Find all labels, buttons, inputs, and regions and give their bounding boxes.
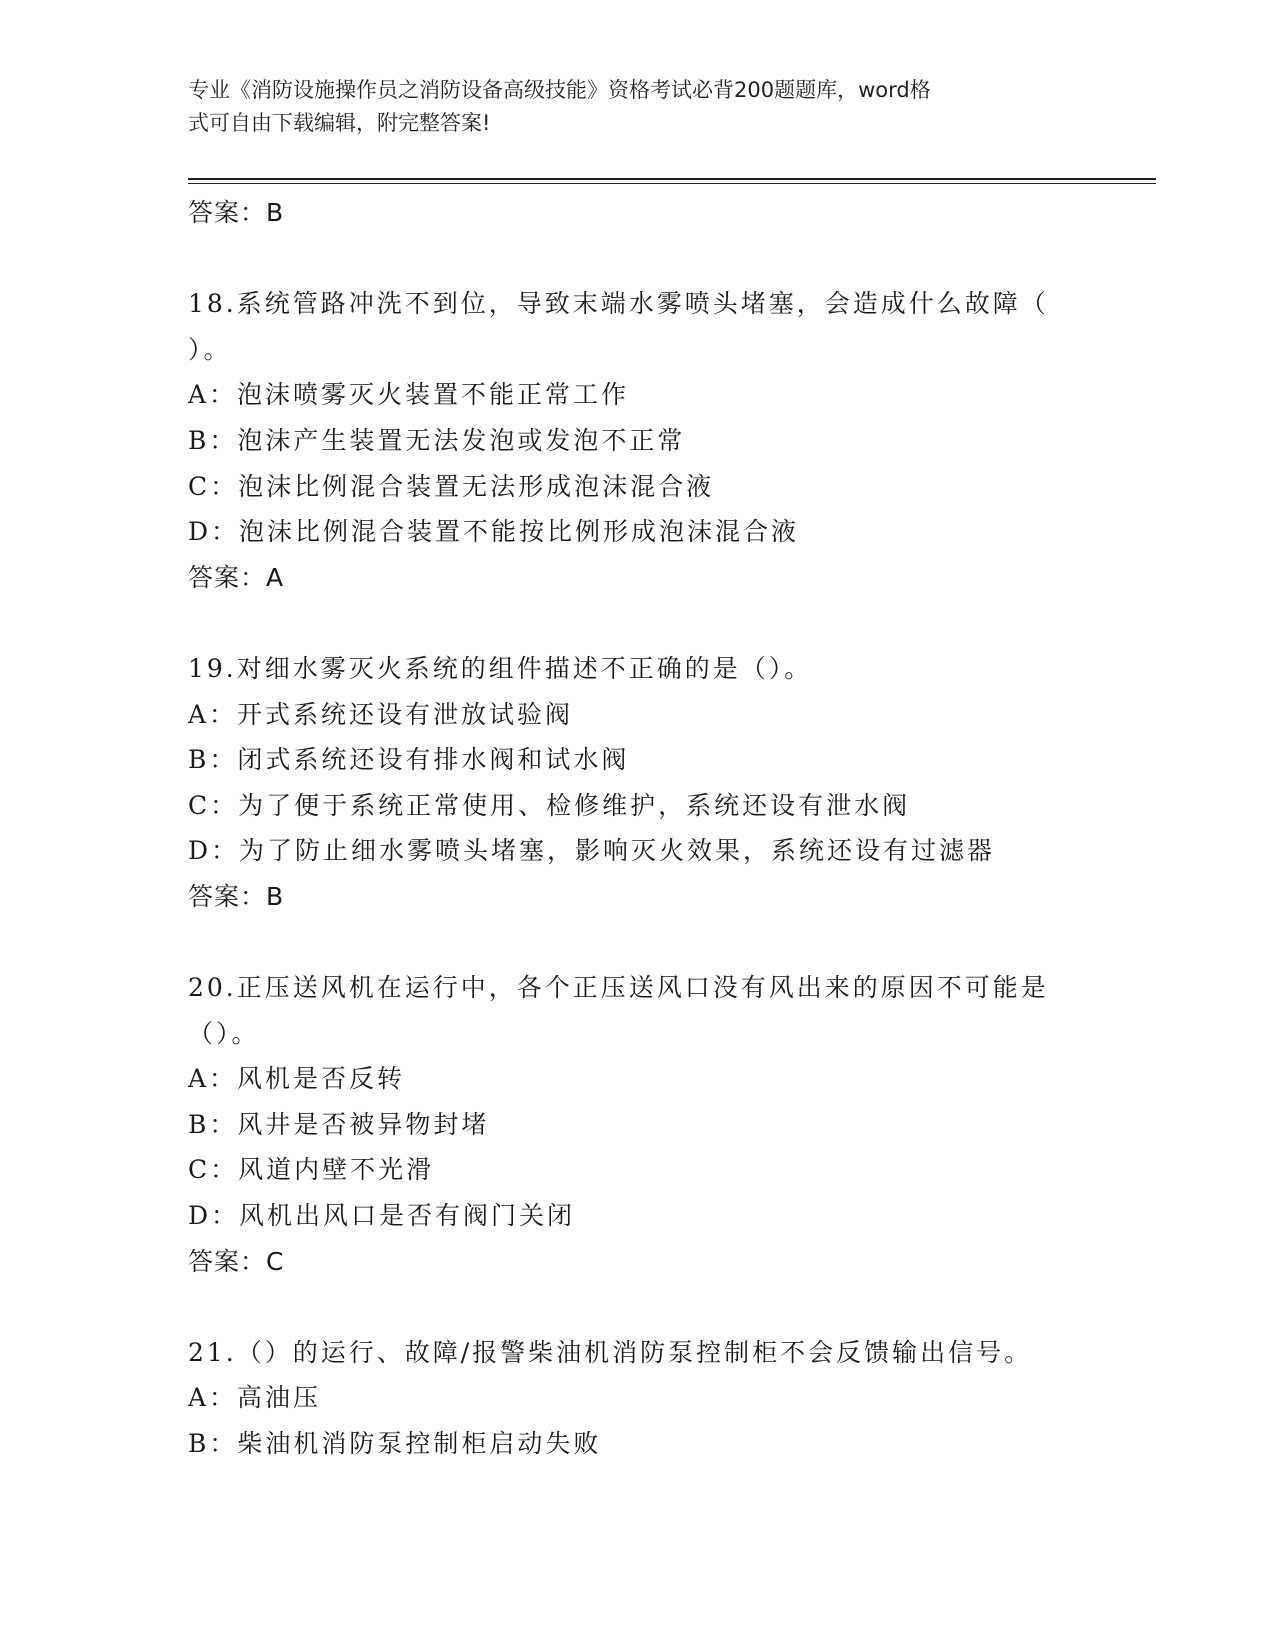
option-b: B：柴油机消防泵控制柜启动失败	[188, 1429, 602, 1459]
option-b: B：闭式系统还设有排水阀和试水阀	[188, 745, 630, 775]
spacer	[188, 1284, 1088, 1330]
spacer	[188, 236, 1088, 282]
answer-line: 答案：A	[188, 562, 285, 592]
option-a: A：开式系统还设有泄放试验阀	[188, 699, 574, 729]
question-block-19	[188, 646, 1088, 920]
question-text: 20.正压送风机在运行中，各个正压送风口没有风出来的原因不可能是	[188, 973, 1049, 1003]
option-d: D：为了防止细水雾喷头堵塞，影响灭火效果，系统还设有过滤器	[188, 836, 996, 866]
option-a: A：泡沫喷雾灭火装置不能正常工作	[188, 380, 630, 410]
question-block-21	[188, 1330, 1088, 1467]
option-c: C：为了便于系统正常使用、检修维护，系统还设有泄水阀	[188, 790, 911, 820]
header-rule-thin	[188, 183, 1156, 184]
answer-line: 答案：B	[188, 881, 285, 911]
option-d: D：泡沫比例混合装置不能按比例形成泡沫混合液	[188, 517, 800, 547]
option-b: B：泡沫产生装置无法发泡或发泡不正常	[188, 425, 686, 455]
question-text: （）。	[188, 1018, 260, 1048]
option-a: A：风机是否反转	[188, 1064, 406, 1094]
spacer	[188, 920, 1088, 966]
document-header	[188, 74, 1088, 140]
question-block-18	[188, 281, 1088, 600]
question-text: 19.对细水雾灭火系统的组件描述不正确的是（）。	[188, 653, 813, 683]
option-a: A：高油压	[188, 1383, 322, 1413]
question-block-20	[188, 965, 1088, 1284]
option-d: D：风机出风口是否有阀门关闭	[188, 1201, 576, 1231]
answer-line: 答案：B	[188, 198, 285, 227]
question-text: 18.系统管路冲洗不到位，导致末端水雾喷头堵塞，会造成什么故障（	[188, 289, 1049, 319]
option-c: C：泡沫比例混合装置无法形成泡沫混合液	[188, 471, 715, 501]
question-text: ）。	[188, 334, 232, 364]
header-rule-thick	[188, 178, 1156, 180]
option-c: C：风道内壁不光滑	[188, 1155, 435, 1185]
spacer	[188, 600, 1088, 646]
question-text: 21.（）的运行、故障/报警柴油机消防泵控制柜不会反馈输出信号。	[188, 1337, 1033, 1367]
answer-line: 答案：C	[188, 1246, 285, 1276]
question-list	[188, 190, 1088, 1467]
option-b: B：风井是否被异物封堵	[188, 1109, 490, 1139]
header-line-1: 专业《消防设施操作员之消防设备高级技能》资格考试必背200题题库，word格	[188, 78, 931, 102]
header-line-2: 式可自由下载编辑，附完整答案!	[188, 111, 491, 135]
